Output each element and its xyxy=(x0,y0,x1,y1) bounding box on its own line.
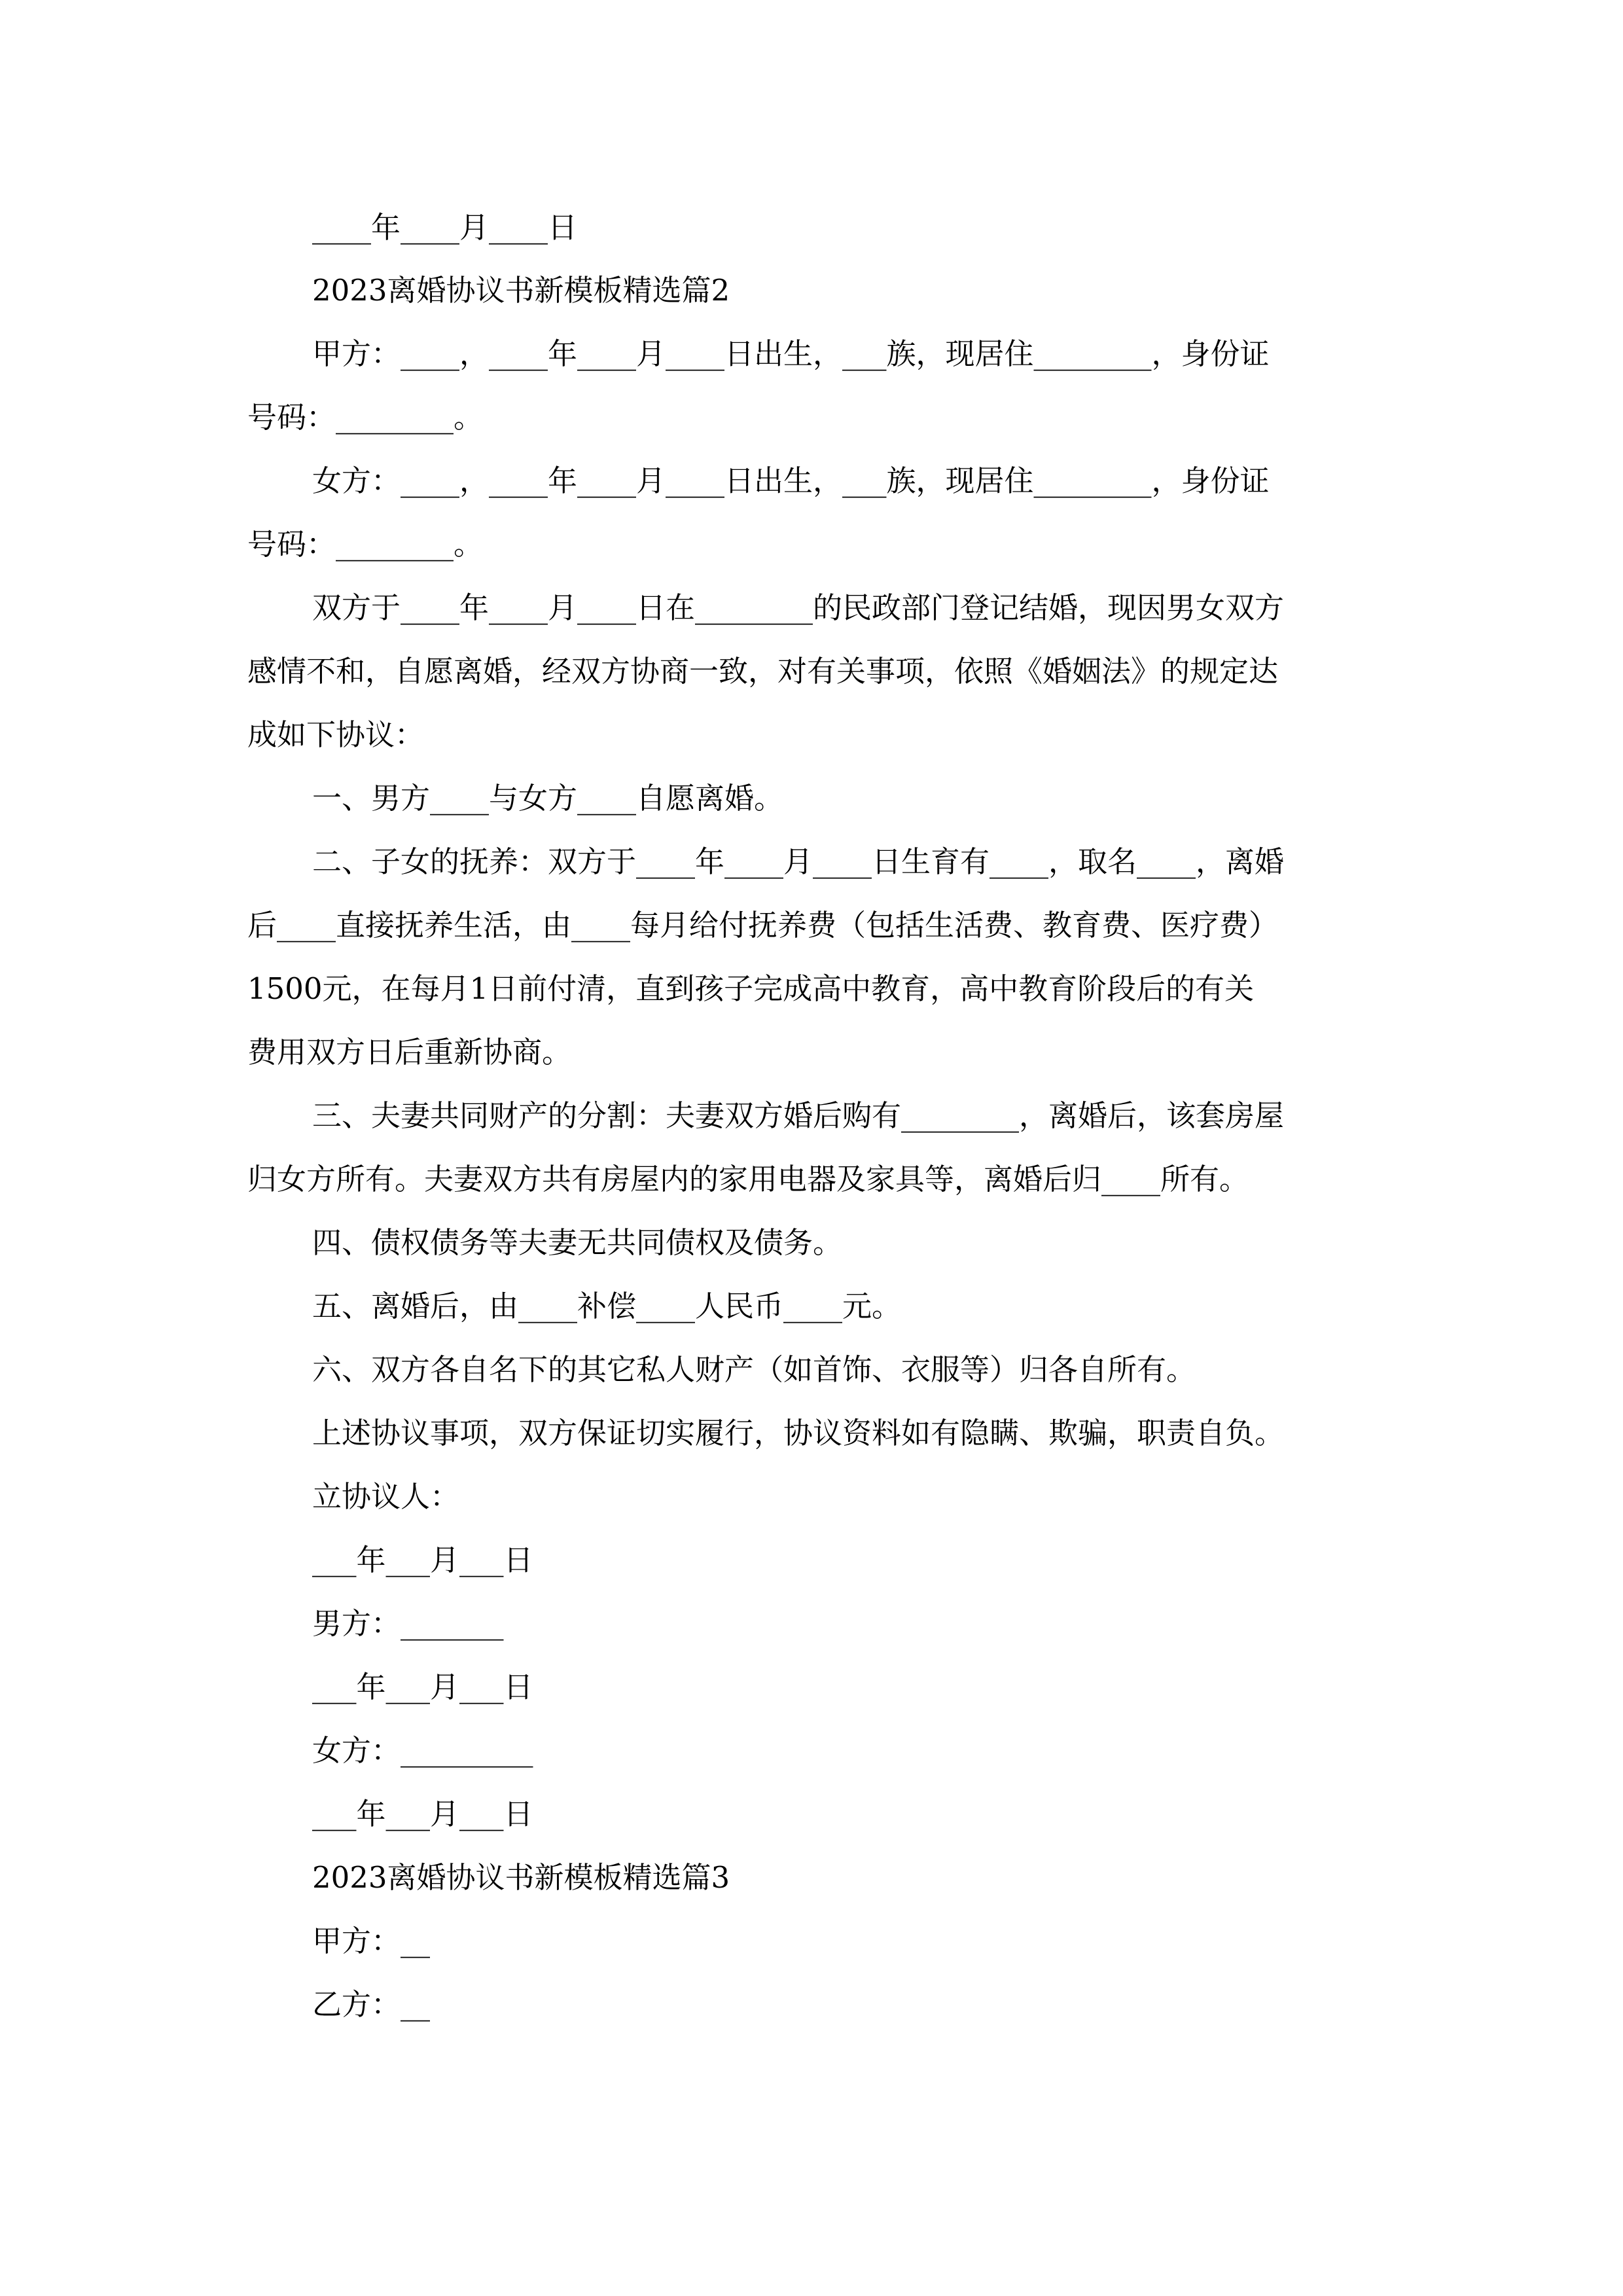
party-a-info-line1: 甲方：____，____年____月____日出生，___族，现居住________，身份证 xyxy=(312,336,1270,371)
female-signature-line: 女方：_________ xyxy=(312,1733,533,1768)
date-line-top: ____年____月____日 xyxy=(312,210,578,245)
clause-3-line1: 三、夫妻共同财产的分割：夫妻双方婚后购有________，离婚后，该套房屋 xyxy=(312,1098,1285,1133)
male-signature-line: 男方：_______ xyxy=(312,1606,504,1641)
party-a-info-line2: 号码：________。 xyxy=(247,400,484,435)
signature-date-2: ___年___月___日 xyxy=(312,1670,533,1704)
party-b-line-section3: 乙方：__ xyxy=(312,1987,431,2022)
clause-2-line4: 费用双方日后重新协商。 xyxy=(247,1035,572,1069)
intro-paragraph-line1: 双方于____年____月____日在________的民政部门登记结婚，现因男女双方 xyxy=(312,590,1285,625)
clause-2-line1: 二、子女的抚养：双方于____年____月____日生育有____，取名____，离婚 xyxy=(312,844,1285,879)
intro-paragraph-line3: 成如下协议： xyxy=(247,717,425,752)
clause-1: 一、男方____与女方____自愿离婚。 xyxy=(312,781,784,816)
party-a-line-section3: 甲方：__ xyxy=(312,1924,431,1958)
clause-3-line2: 归女方所有。夫妻双方共有房屋内的家用电器及家具等，离婚后归____所有。 xyxy=(247,1162,1249,1196)
signatory-label: 立协议人： xyxy=(312,1479,460,1514)
clause-2-line3: 1500元，在每月1日前付清，直到孩子完成高中教育，高中教育阶段后的有关 xyxy=(247,971,1255,1006)
clause-2-line2: 后____直接抚养生活，由____每月给付抚养费（包括生活费、教育费、医疗费） xyxy=(247,908,1279,942)
signature-date-3: ___年___月___日 xyxy=(312,1797,533,1831)
clause-4: 四、债权债务等夫妻无共同债权及债务。 xyxy=(312,1225,843,1260)
section-heading-3: 2023离婚协议书新模板精选篇3 xyxy=(312,1860,730,1895)
intro-paragraph-line2: 感情不和，自愿离婚，经双方协商一致，对有关事项，依照《婚姻法》的规定达 xyxy=(247,654,1279,689)
clause-6: 六、双方各自名下的其它私人财产（如首饰、衣服等）归各自所有。 xyxy=(312,1352,1196,1387)
party-b-info-line1: 女方：____，____年____月____日出生，___族，现居住________，身份证 xyxy=(312,463,1270,498)
section-heading-2: 2023离婚协议书新模板精选篇2 xyxy=(312,273,730,308)
party-b-info-line2: 号码：________。 xyxy=(247,527,484,562)
clause-5: 五、离婚后，由____补偿____人民币____元。 xyxy=(312,1289,902,1323)
guarantee-statement: 上述协议事项，双方保证切实履行，协议资料如有隐瞒、欺骗，职责自负。 xyxy=(312,1416,1285,1450)
signature-date-1: ___年___月___日 xyxy=(312,1543,533,1577)
